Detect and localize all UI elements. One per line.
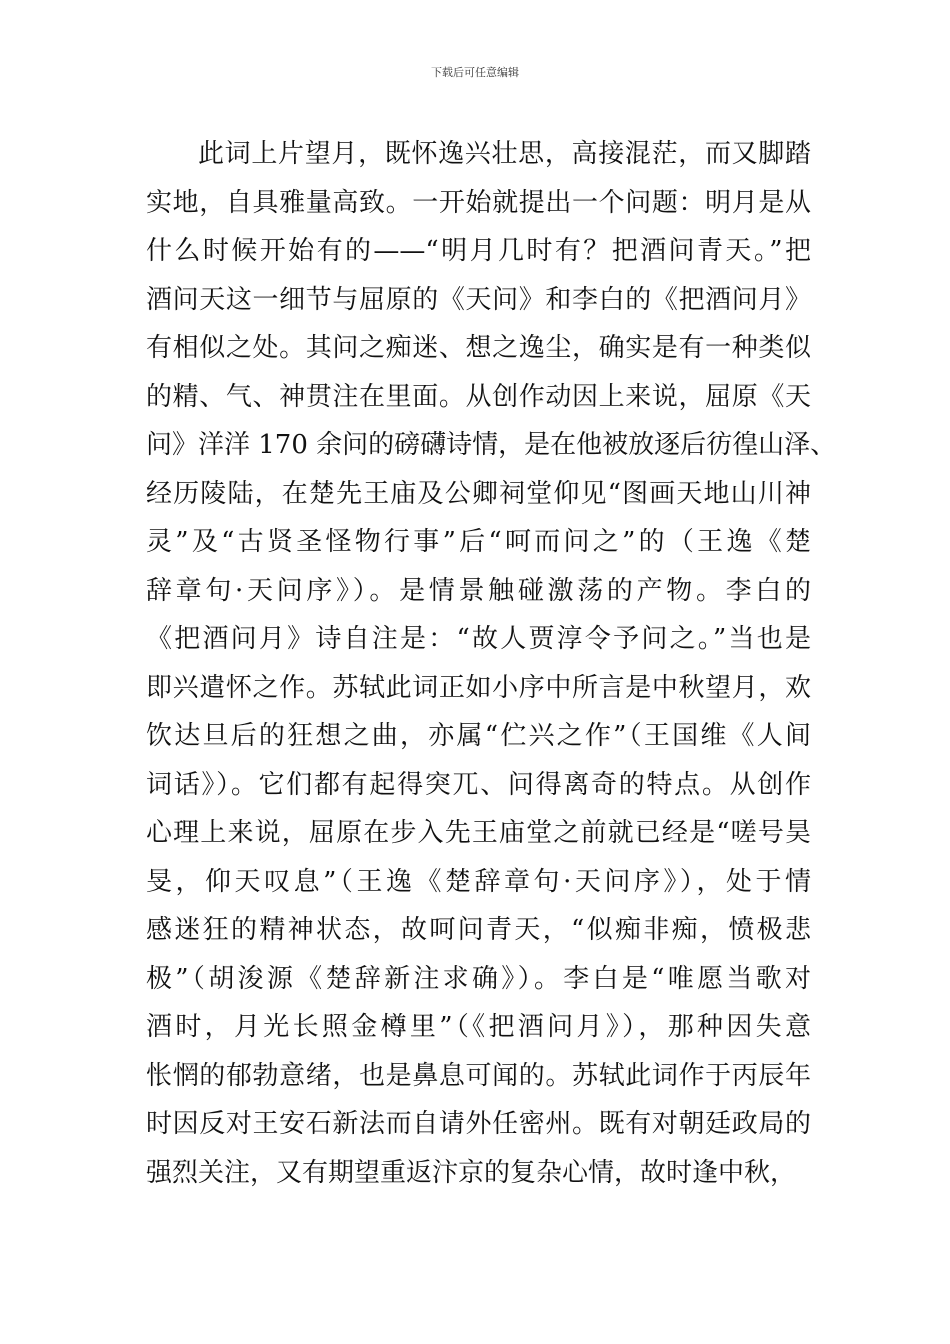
paragraph-line: 辞章句·天问序》）。是情景触碰激荡的产物。李白的: [146, 575, 811, 606]
paragraph-line: 饮达旦后的狂想之曲，亦属“伫兴之作”（王国维《人间: [146, 721, 811, 751]
paragraph-line: 酒问天这一细节与屈原的《天问》和李白的《把酒问月》: [146, 284, 811, 315]
paragraph-line: 有相似之处。其问之痴迷、想之逸尘，确实是有一种类似: [146, 333, 811, 363]
paragraph-line: 经历陵陆，在楚先王庙及公卿祠堂仰见“图画天地山川神: [146, 478, 811, 509]
body-paragraph: [146, 130, 837, 1197]
paragraph-line: 《把酒问月》诗自注是：“故人贾淳令予问之。”当也是: [146, 624, 811, 654]
paragraph-line: 怅惘的郁勃意绪，也是鼻息可闻的。苏轼此词作于丙辰年: [146, 1060, 811, 1091]
paragraph-line: 词话》）。它们都有起得突兀、问得离奇的特点。从创作: [146, 769, 811, 800]
page-header: 下载后可任意编辑: [431, 66, 519, 79]
paragraph-line: 灵”及“古贤圣怪物行事”后“呵而问之”的（王逸《楚: [146, 527, 811, 557]
paragraph-line: 问》洋洋 170 余问的磅礴诗情，是在他被放逐后彷徨山泽、: [146, 430, 837, 460]
paragraph-line: 即兴遣怀之作。苏轼此词正如小序中所言是中秋望月，欢: [146, 672, 811, 703]
paragraph-line: 什么时候开始有的——“明月几时有？把酒问青天。”把: [146, 236, 811, 266]
paragraph-line: 此词上片望月，既怀逸兴壮思，高接混茫，而又脚踏: [198, 139, 811, 169]
paragraph-line: 心理上来说，屈原在步入先王庙堂之前就已经是“嗟号昊: [146, 818, 811, 848]
paragraph-line: 时因反对王安石新法而自请外任密州。既有对朝廷政局的: [146, 1109, 811, 1139]
paragraph-line: 的精、气、神贯注在里面。从创作动因上来说，屈原《天: [146, 381, 811, 412]
paragraph-line: 感迷狂的精神状态，故呵问青天，“似痴非痴，愤极悲: [146, 915, 811, 945]
paragraph-line: 实地，自具雅量高致。一开始就提出一个问题：明月是从: [146, 187, 811, 218]
paragraph-line: 酒时，月光长照金樽里”（《把酒问月》），那种因失意: [146, 1012, 811, 1042]
paragraph-line: 旻，仰天叹息”（王逸《楚辞章句·天问序》），处于情: [146, 866, 811, 897]
paragraph-line: 强烈关注，又有期望重返汴京的复杂心情，故时逢中秋，: [146, 1157, 797, 1188]
paragraph-line: 极”（胡浚源《楚辞新注求确》）。李白是“唯愿当歌对: [146, 963, 811, 994]
